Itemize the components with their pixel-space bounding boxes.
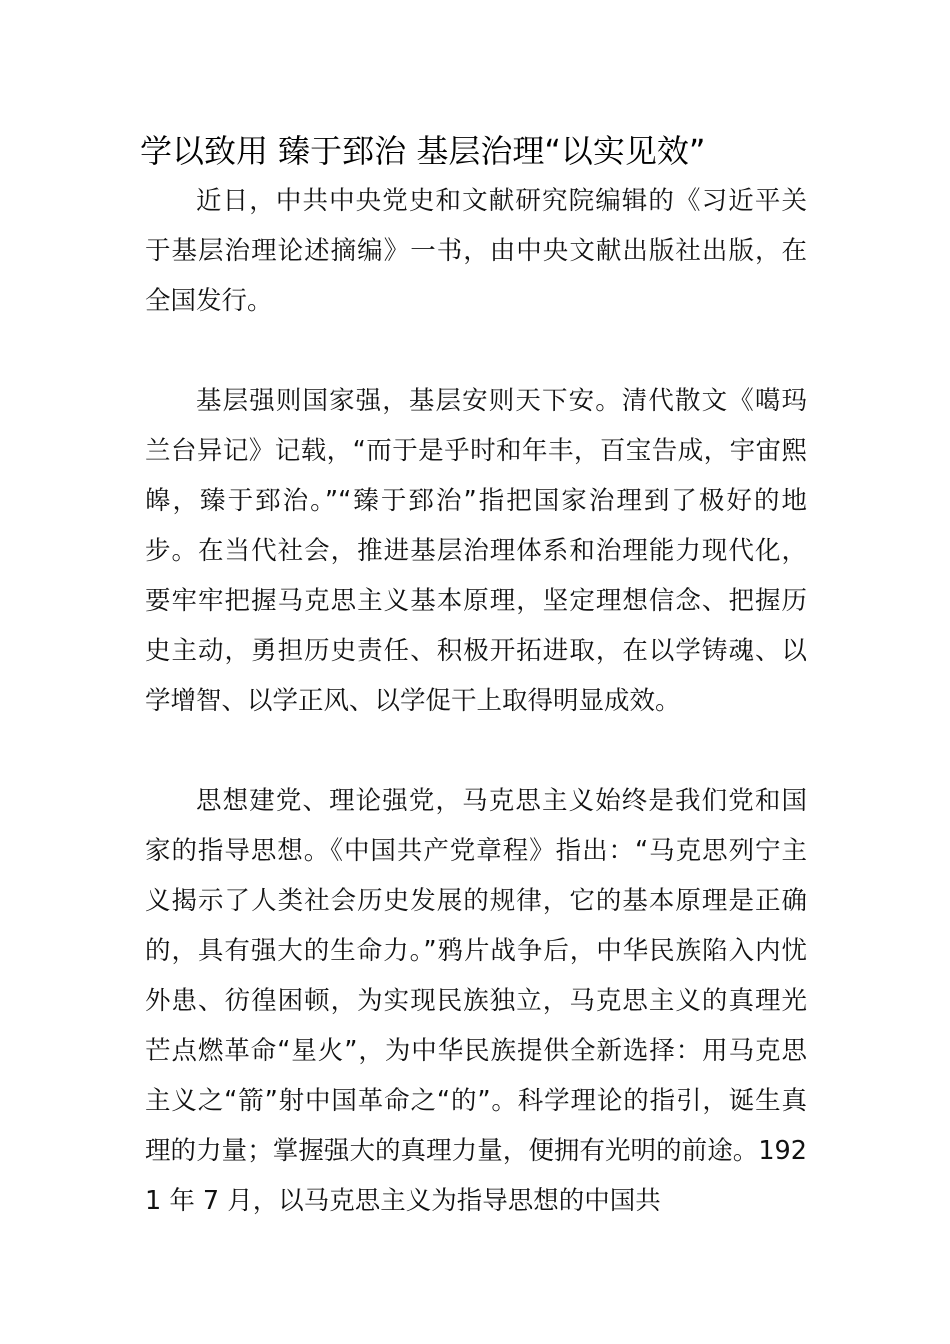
paragraph-2: 基层强则国家强，基层安则天下安。清代散文《噶玛兰台异记》记载，“而于是乎时和年丰，百宝告成，宇宙熙皞，臻于郅治。”“臻于郅治”指把国家治理到了极好的地步。在当代社会，推进基层治理体系和治理能力现代化，要牢牢把握马克思主义基本原理，坚定理想信念、把握历史主动，勇担历史责任、积极开拓进取，在以学铸魂、以学增智、以学正风、以学促干上取得明显成效。	[145, 386, 807, 716]
paragraph-3: 思想建党、理论强党，马克思主义始终是我们党和国家的指导思想。《中国共产党章程》指出：“马克思列宁主义揭示了人类社会历史发展的规律，它的基本原理是正确的，具有强大的生命力。”鸦片战争后，中华民族陷入内忧外患、彷徨困顿，为实现民族独立，马克思主义的真理光芒点燃革命“星火”，为中华民族提供全新选择：用马克思主义之“箭”射中国革命之“的”。科学理论的指引，诞生真理的力量；掌握强大的真理力量，便拥有光明的前途。1921 年 7 月，以马克思主义为指导思想的中国共	[145, 786, 807, 1216]
paragraph-spacer	[145, 326, 807, 376]
document-title: 学以致用 臻于郅治 基层治理“以实见效”	[140, 132, 706, 170]
paragraph-spacer	[145, 726, 807, 776]
document-body	[145, 176, 807, 1226]
paragraph-1: 近日，中共中央党史和文献研究院编辑的《习近平关于基层治理论述摘编》一书，由中央文献出版社出版，在全国发行。	[145, 186, 807, 316]
